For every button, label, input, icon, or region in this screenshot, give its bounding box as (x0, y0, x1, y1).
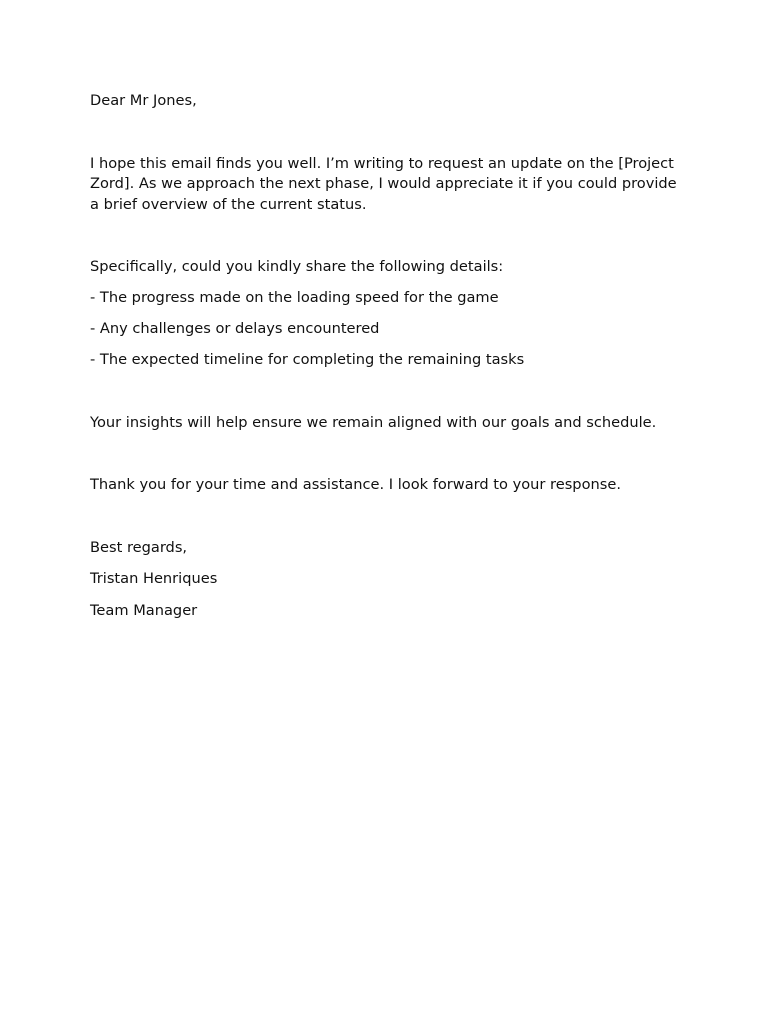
detail-item-timeline: - The expected timeline for completing the remaining tasks (90, 351, 525, 368)
details-lead: Specifically, could you kindly share the following details: (90, 258, 504, 275)
detail-item-progress: - The progress made on the loading speed for the game (90, 289, 499, 306)
detail-item-challenges: - Any challenges or delays encountered (90, 320, 380, 337)
letter-body (90, 91, 690, 621)
greeting: Dear Mr Jones, (90, 92, 197, 109)
thanks-paragraph: Thank you for your time and assistance. I look forward to your response. (90, 476, 621, 493)
signer-name: Tristan Henriques (90, 570, 218, 587)
intro-paragraph: I hope this email finds you well. I’m writing to request an update on the [Project Zord]. As we approach the next phase, I would appreciate it if you could provide a brief overview of the current status. (90, 154, 677, 213)
signer-title: Team Manager (90, 601, 198, 619)
insights-paragraph: Your insights will help ensure we remain aligned with our goals and schedule. (90, 413, 657, 431)
signoff: Best regards, (90, 538, 188, 556)
